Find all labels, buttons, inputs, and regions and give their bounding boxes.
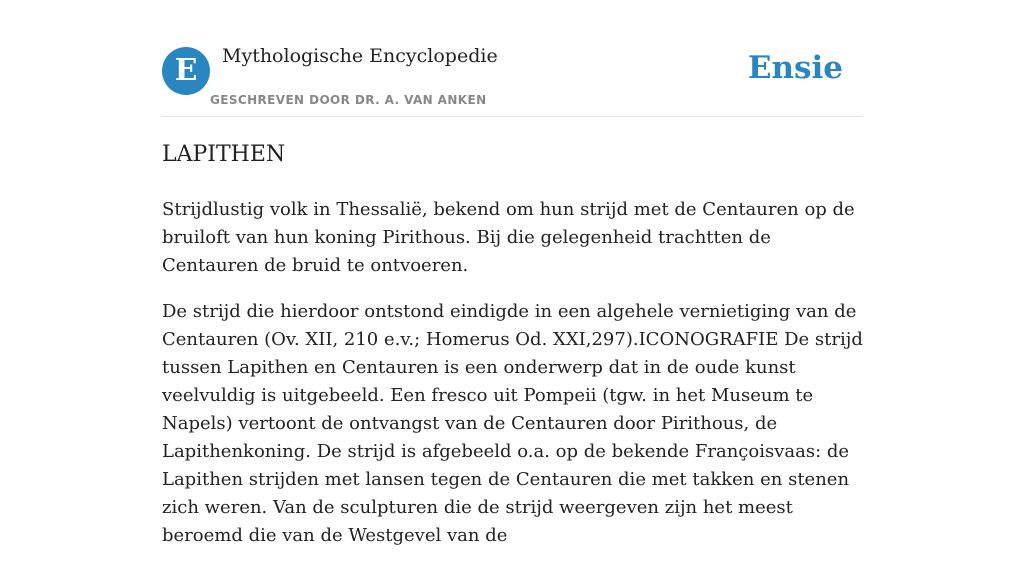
page-header: [162, 0, 862, 117]
author-byline: GESCHREVEN DOOR DR. A. VAN ANKEN: [210, 93, 487, 107]
article-paragraph: Strijdlustig volk in Thessalië, bekend om hun strijd met de Centauren op de bruiloft van hun koning Pirithous. Bij die gelegenheid trachtten de Centauren de bruid te ontvoeren.: [162, 199, 855, 276]
article-body: [162, 138, 866, 568]
source-title-link[interactable]: Mythologische Encyclopedie: [222, 45, 498, 67]
ensie-brand-logo[interactable]: Ensie: [747, 50, 843, 86]
encyclopedia-logo-icon[interactable]: E: [162, 47, 210, 95]
article-paragraph: De strijd die hierdoor ontstond eindigde in een algehele vernietiging van de Centauren (Ov. XII, 210 e.v.; Homerus Od. XXI,297).ICONOGRAFIE De strijd tussen Lapithen en Centauren is een onderwerp dat in de oude kunst veelvuldig is uitgebeeld. Een fresco uit Pompeii (tgw. in het Museum te Napels) vertoont de ontvangst van de Centauren door Pirithous, de Lapithenkoning. De strijd is afgebeeld o.a. op de bekende Françoisvaas: de Lapithen strijden met lansen tegen de Centauren die met takken en stenen zich weren. Van de sculpturen die de strijd weergeven zijn het meest beroemd die van de Westgevel van de: [162, 301, 863, 546]
article-title: LAPITHEN: [162, 142, 286, 167]
